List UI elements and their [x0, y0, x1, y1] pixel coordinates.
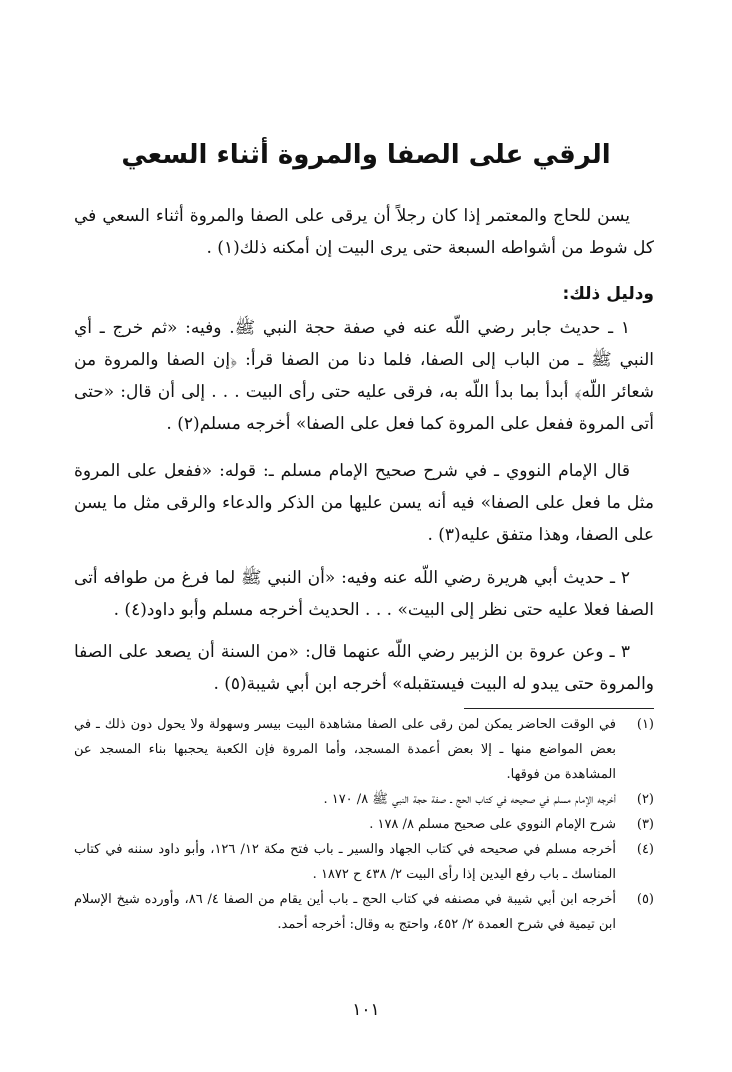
footnote-item [74, 712, 654, 787]
footnote-number: (٥) [636, 892, 654, 907]
evidence-nawawi-commentary: قال الإمام النووي ـ في شرح صحيح الإمام مسلم ـ: قوله: «ففعل على المروة مثل ما فعل على الصفا» فيه أنه يسن عليها من الذكر والدعاء والرقى مثل ما يسن على الصفا، وهذا متفق عليه(٣) . [74, 461, 654, 545]
footnote-text: أخرجه ابن أبي شيبة في مصنفه في كتاب الحج ـ باب أين يقام من الصفا ٤/ ٨٦، وأورده شيخ الإسلام ابن تيمية في شرح العمدة ٢/ ٤٥٢، واحتج به وقال: أخرجه أحمد. [74, 892, 616, 932]
footnotes [74, 712, 654, 937]
footnote-item [74, 787, 654, 812]
evidence-hadith-abu-hurayra: ٢ ـ حديث أبي هريرة رضي اللّه عنه وفيه: «أن النبي ﷺ لما فرغ من طوافه أتى الصفا فعلا عليه حتى نظر إلى البيت» . . . الحديث أخرجه مسلم وأبو داود(٤) . [74, 568, 654, 620]
evidence-hadith-jabir: ١ ـ حديث جابر رضي اللّه عنه في صفة حجة النبي ﷺ. وفيه: «ثم خرج ـ أي النبي ﷺ ـ من الباب إلى الصفا، فلما دنا من الصفا قرأ: ﴿إن الصفا والمروة من شعائر اللّه﴾ أبدأ بما بدأ اللّه به، فرقى عليه حتى رأى البيت . . . إلى أن قال: «حتى أتى المروة ففعل على المروة كما فعل على الصفا» أخرجه مسلم(٢) . [74, 318, 655, 434]
footnote-number: (١) [636, 717, 654, 732]
footnote-text: شرح الإمام النووي على صحيح مسلم ٨/ ١٧٨ . [369, 817, 616, 832]
footnote-number: (٤) [636, 842, 654, 857]
footnote-item [74, 887, 654, 937]
footnote-item [74, 812, 654, 837]
footnote-text: أخرجه مسلم في صحيحه في كتاب الجهاد والسير ـ باب فتح مكة ١٢/ ١٢٦، وأبو داود سننه في كتاب المناسك ـ باب رفع اليدين إذا رأى البيت ٢/ ٤٣٨ ح ١٨٧٢ . [74, 842, 617, 882]
page-number: ١٠١ [352, 1000, 380, 1020]
evidence-urwa: ٣ ـ وعن عروة بن الزبير رضي اللّه عنهما قال: «من السنة أن يصعد على الصفا والمروة حتى يبدو له البيت فيستقبله» أخرجه ابن أبي شيبة(٥) . [74, 642, 654, 694]
footnote-item [74, 837, 654, 887]
intro-paragraph: يسن للحاج والمعتمر إذا كان رجلاً أن يرقى على الصفا والمروة أثناء السعي في كل شوط من أشواطه السبعة حتى يرى البيت إن أمكنه ذلك(١) . [74, 206, 654, 258]
evidence-heading: ودليل ذلك: [562, 284, 654, 304]
footnote-text: في الوقت الحاضر يمكن لمن رقى على الصفا مشاهدة البيت بيسر وسهولة ولا يحول دون ذلك ـ في بعض المواضع منها ـ إلا بعض أعمدة المسجد، وأما المروة فإن الكعبة يحجبها بناء المسجد عن المشاهدة من فوقها. [74, 717, 616, 782]
footnote-text: أخرجه الإمام مسلم في صحيحه في كتاب الحج ـ صفة حجة النبي ﷺ ٨/ ١٧٠ . [323, 792, 616, 807]
footnote-number: (٣) [636, 817, 654, 832]
footnote-divider [464, 708, 654, 709]
page-title: الرقي على الصفا والمروة أثناء السعي [121, 140, 611, 170]
footnote-number: (٢) [636, 792, 654, 807]
